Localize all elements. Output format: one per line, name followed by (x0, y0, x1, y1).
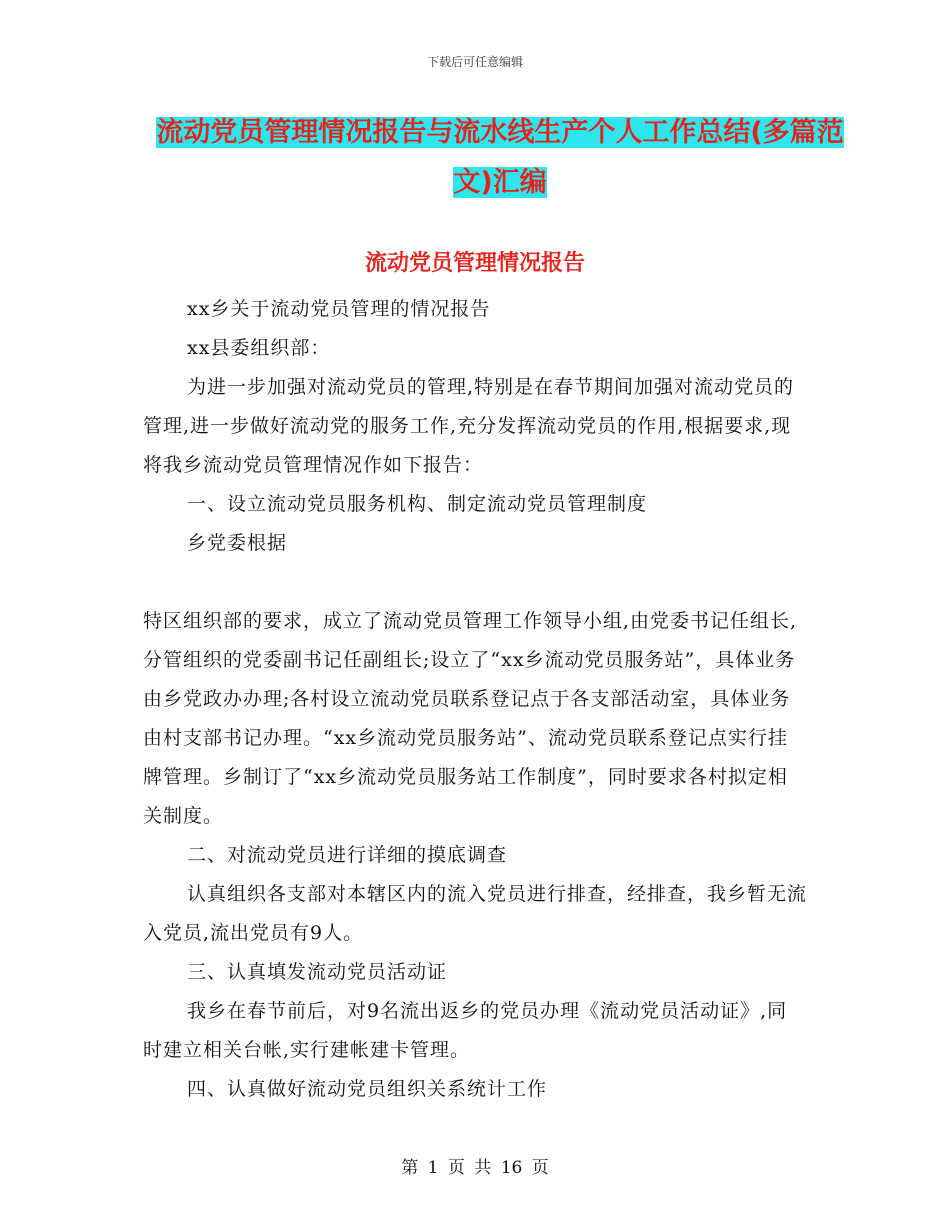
addressee: xx县委组织部： (187, 337, 331, 359)
document-body (143, 290, 807, 1109)
section-heading-4: 四、认真做好流动党员组织关系统计工作 (187, 1078, 548, 1100)
section-title: 流动党员管理情况报告 (364, 251, 585, 276)
section-heading-1: 一、设立流动党员服务机构、制定流动党员管理制度 (187, 493, 648, 515)
report-heading: xx乡关于流动党员管理的情况报告 (187, 298, 491, 320)
paragraph-fragment: 乡党委根据 (187, 532, 288, 554)
section-heading-2: 二、对流动党员进行详细的摸底调查 (187, 844, 508, 866)
document-title-text: 流动党员管理情况报告与流水线生产个人工作总结(多篇范文)汇编 (156, 117, 844, 198)
paragraph: 认真组织各支部对本辖区内的流入党员进行排查，经排查，我乡暂无流入党员,流出党员有9人。 (143, 883, 808, 944)
header-note: 下载后可任意编辑 (426, 55, 523, 69)
paragraph: 我乡在春节前后，对9名流出返乡的党员办理《流动党员活动证》,同时建立相关台帐,实行建帐建卡管理。 (143, 1000, 788, 1061)
intro-paragraph: 为进一步加强对流动党员的管理,特别是在春节期间加强对流动党员的管理,进一步做好流动党的服务工作,充分发挥流动党员的作用,根据要求,现将我乡流动党员管理情况作如下报告： (143, 376, 795, 476)
paragraph-continued: 特区组织部的要求，成立了流动党员管理工作领导小组,由党委书记任组长,分管组织的党委副书记任副组长;设立了“xx乡流动党员服务站”，具体业务由乡党政办办理;各村设立流动党员联系登记点于各支部活动室，具体业务由村支部书记办理。“xx乡流动党员服务站”、流动党员联系登记点实行挂牌管理。乡制订了“xx乡流动党员服务站工作制度”，同时要求各村拟定相关制度。 (143, 610, 798, 827)
document-title (140, 108, 860, 208)
page-footer: 第 1 页 共 16 页 (401, 1158, 549, 1178)
section-heading-3: 三、认真填发流动党员活动证 (187, 961, 448, 983)
